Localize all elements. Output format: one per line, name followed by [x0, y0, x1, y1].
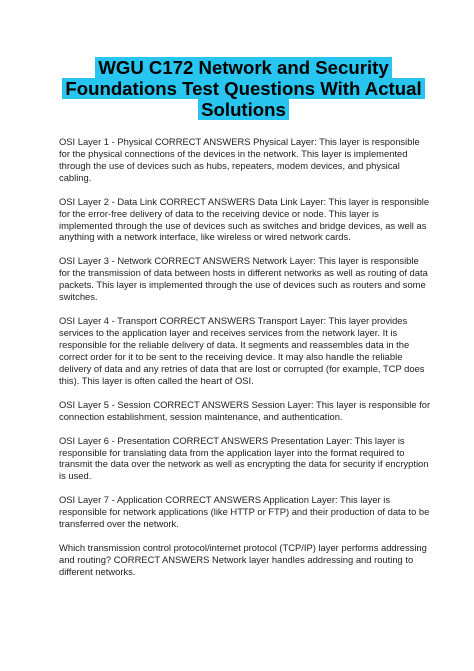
document-body: [59, 136, 431, 590]
paragraph-osi-layer-1: OSI Layer 1 - Physical CORRECT ANSWERS Physical Layer: This layer is responsible for the physical connections of the devices in the network. This layer is implemented through the use of devices such as hubs, repeaters, modem devices, and physical cabling.: [59, 136, 420, 183]
paragraph-osi-layer-5: OSI Layer 5 - Session CORRECT ANSWERS Session Layer: This layer is responsible for connection establishment, session maintenance, and authentication.: [59, 398, 431, 422]
document-title-text: WGU C172 Network and Security Foundations Test Questions With Actual Solutions: [62, 57, 424, 120]
paragraph-osi-layer-3: OSI Layer 3 - Network CORRECT ANSWERS Network Layer: This layer is responsible for the transmission of data between hosts in different networks as well as routing of data packets. This layer is implemented through the use of devices such as routers and some switches.: [59, 255, 428, 303]
paragraph-osi-layer-6: OSI Layer 6 - Presentation CORRECT ANSWERS Presentation Layer: This layer is responsible for translating data from the application layer into the format required to transmit the data over the network as well as encrypting the data for security if encryption is used.: [59, 434, 429, 482]
paragraph-tcpip-question: Which transmission control protocol/internet protocol (TCP/IP) layer performs addressing and routing? CORRECT ANSWERS Network layer handles addressing and routing to different networks.: [59, 542, 427, 577]
paragraph-osi-layer-4: OSI Layer 4 - Transport CORRECT ANSWERS Transport Layer: This layer provides services to the application layer and receives services from the network layer. It is responsible for the reliable delivery of data. It segments and reassembles data in the correct order for it to be sent to the receiving device. It may also handle the reliable delivery of data and any retries of data that are lost or corrupted (for example, TCP does this). This layer is often called the heart of OSI.: [59, 315, 425, 386]
paragraph-osi-layer-2: OSI Layer 2 - Data Link CORRECT ANSWERS Data Link Layer: This layer is responsible for the error-free delivery of data to the receiving device or node. This layer is implemented through the use of devices such as switches and bridge devices, as well as anything with a network interface, like wireless or wired network cards.: [59, 195, 430, 243]
paragraph-osi-layer-7: OSI Layer 7 - Application CORRECT ANSWERS Application Layer: This layer is responsible for network applications (like HTTP or FTP) and their production of data to be transferred over the network.: [59, 494, 430, 530]
document-title: [59, 57, 428, 120]
